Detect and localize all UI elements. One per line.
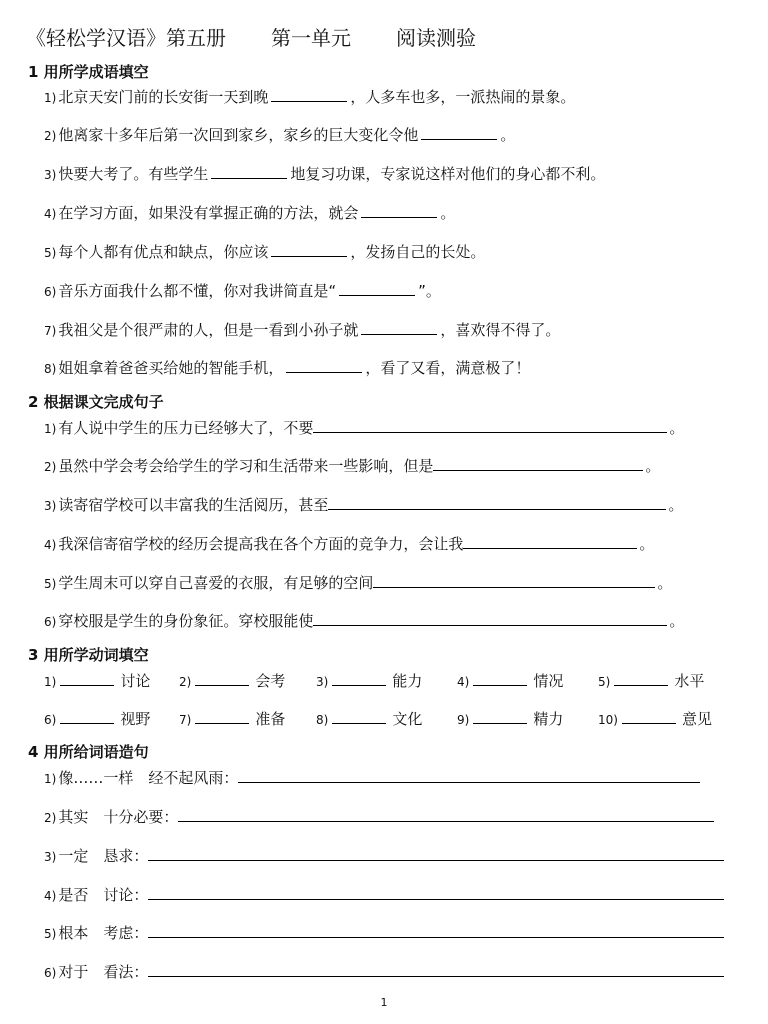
answer-blank[interactable] [339, 280, 415, 296]
answer-blank[interactable] [614, 670, 668, 686]
answer-blank[interactable] [211, 163, 287, 179]
verb-item: 10) 意见 [598, 710, 712, 728]
section-2-item: 6) 穿校服是学生的身份象征。穿校服能使 。 [44, 612, 685, 630]
answer-blank[interactable] [195, 670, 249, 686]
answer-line[interactable] [148, 961, 724, 977]
answer-blank[interactable] [286, 357, 362, 373]
answer-blank[interactable] [473, 708, 527, 724]
answer-blank[interactable] [361, 319, 437, 335]
page-number: 1 [380, 996, 388, 1009]
answer-blank[interactable] [622, 708, 676, 724]
book-title: 《轻松学汉语》第五册 [26, 26, 226, 50]
section-1-item: 6) 音乐方面我什么都不懂，你对我讲简直是“ ”。 [44, 282, 441, 300]
answer-line[interactable] [178, 806, 714, 822]
verb-item: 1) 讨论 [44, 672, 151, 690]
verb-item: 6) 视野 [44, 710, 151, 728]
section-2-heading: 2 根据课文完成句子 [28, 393, 164, 411]
unit-title: 第一单元 [271, 26, 351, 50]
page-title [26, 22, 476, 51]
section-4-heading: 4 用所给词语造句 [28, 743, 149, 761]
answer-line[interactable] [238, 767, 700, 783]
answer-line[interactable] [463, 533, 637, 549]
answer-line[interactable] [313, 610, 667, 626]
section-3-heading: 3 用所学动词填空 [28, 646, 149, 664]
verb-item: 2) 会考 [179, 672, 286, 690]
answer-blank[interactable] [271, 86, 347, 102]
section-2-item: 1) 有人说中学生的压力已经够大了，不要 。 [44, 419, 685, 437]
answer-blank[interactable] [332, 708, 386, 724]
section-1-item: 7) 我祖父是个很严肃的人，但是一看到小孙子就 ，喜欢得不得了。 [44, 321, 561, 339]
answer-blank[interactable] [361, 202, 437, 218]
answer-blank[interactable] [195, 708, 249, 724]
section-1-item: 5) 每个人都有优点和缺点，你应该 ，发扬自己的长处。 [44, 243, 486, 261]
answer-line[interactable] [328, 494, 666, 510]
answer-blank[interactable] [60, 708, 114, 724]
section-4-item: 5) 根本 考虑： [44, 922, 724, 944]
section-2-item: 2) 虽然中学会考会给学生的学习和生活带来一些影响，但是 。 [44, 457, 661, 475]
section-1-heading: 1 用所学成语填空 [28, 63, 149, 81]
answer-line[interactable] [148, 845, 724, 861]
section-1-item: 1) 北京天安门前的长安街一天到晚 ，人多车也多，一派热闹的景象。 [44, 88, 576, 106]
answer-line[interactable] [148, 922, 724, 938]
section-4-item: 1) 像……一样 经不起风雨： [44, 767, 700, 789]
answer-blank[interactable] [332, 670, 386, 686]
section-4-item: 6) 对于 看法： [44, 961, 724, 983]
section-2-item: 4) 我深信寄宿学校的经历会提高我在各个方面的竞争力，会让我 。 [44, 535, 655, 553]
answer-blank[interactable] [271, 241, 347, 257]
section-1-item: 8) 姐姐拿着爸爸买给她的智能手机， ，看了又看，满意极了！ [44, 359, 531, 377]
answer-line[interactable] [313, 417, 667, 433]
answer-line[interactable] [373, 572, 655, 588]
verb-item: 9) 精力 [457, 710, 564, 728]
section-1-item: 3) 快要大考了。有些学生 地复习功课，专家说这样对他们的身心都不利。 [44, 165, 606, 183]
section-2-item: 5) 学生周末可以穿自己喜爱的衣服，有足够的空间 。 [44, 574, 673, 592]
verb-item: 8) 文化 [316, 710, 423, 728]
section-4-item: 4) 是否 讨论： [44, 884, 724, 906]
section-1-item: 4) 在学习方面，如果没有掌握正确的方法，就会 。 [44, 204, 456, 222]
answer-blank[interactable] [60, 670, 114, 686]
verb-item: 3) 能力 [316, 672, 423, 690]
section-1-item: 2) 他离家十多年后第一次回到家乡，家乡的巨大变化令他 。 [44, 126, 516, 144]
test-title: 阅读测验 [396, 26, 476, 50]
section-4-item: 2) 其实 十分必要： [44, 806, 714, 828]
section-2-item: 3) 读寄宿学校可以丰富我的生活阅历，甚至 。 [44, 496, 684, 514]
verb-item: 7) 准备 [179, 710, 286, 728]
verb-item: 4) 情况 [457, 672, 564, 690]
section-4-item: 3) 一定 恳求： [44, 845, 724, 867]
answer-line[interactable] [433, 455, 643, 471]
answer-blank[interactable] [473, 670, 527, 686]
answer-blank[interactable] [421, 124, 497, 140]
answer-line[interactable] [148, 884, 724, 900]
verb-item: 5) 水平 [598, 672, 705, 690]
